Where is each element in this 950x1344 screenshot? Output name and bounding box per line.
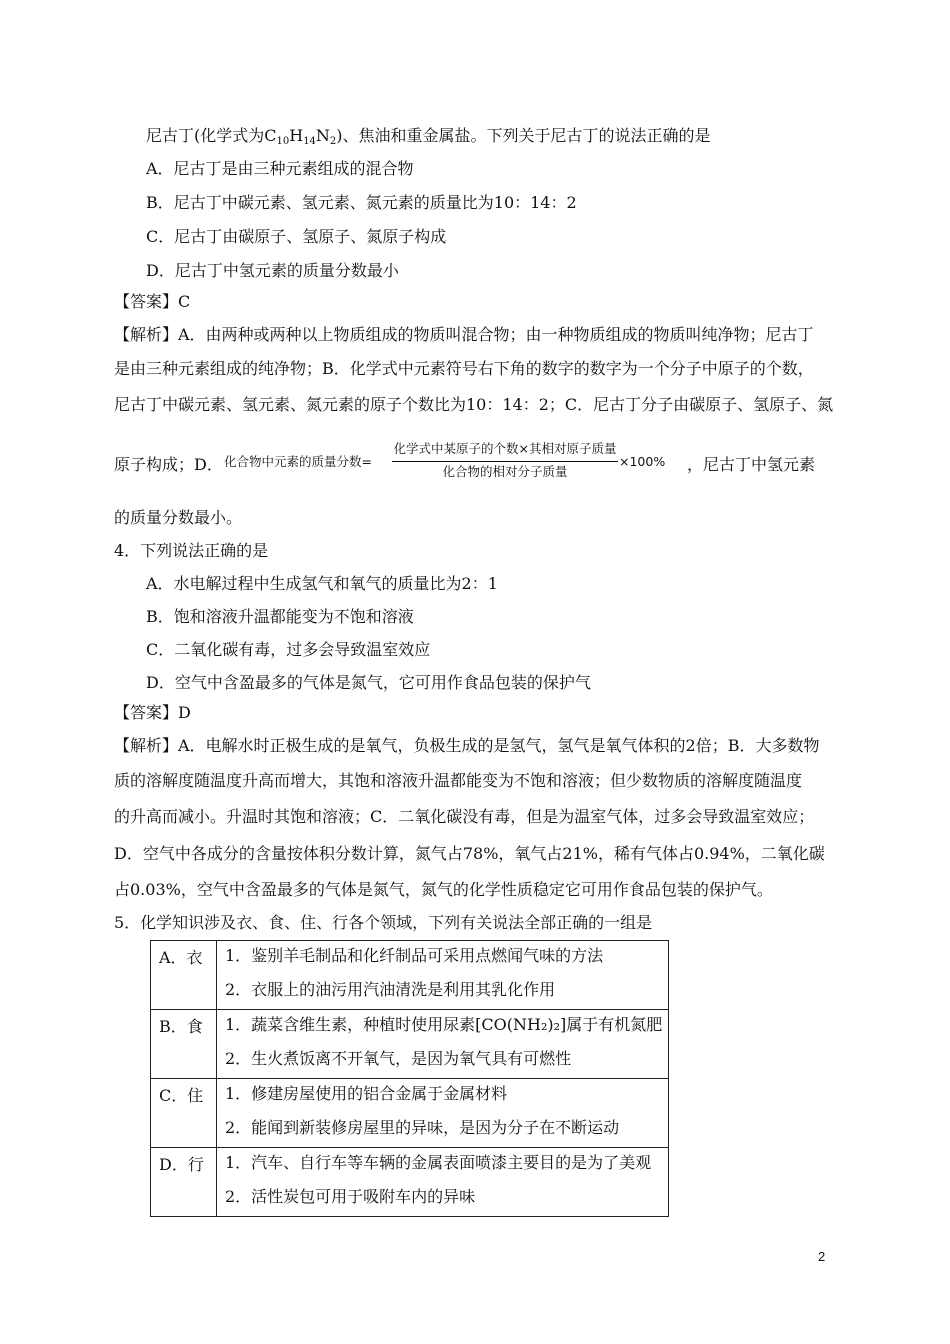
q4-stem: 4．下列说法正确的是 xyxy=(114,541,269,560)
formula-denominator: 化合物的相对分子质量 xyxy=(442,464,568,479)
q3-option-b: B．尼古丁中碳元素、氢元素、氮元素的质量比为10：14：2 xyxy=(146,193,577,212)
q4-analysis-line: D．空气中各成分的含量按体积分数计算，氮气占78%，氧气占21%，稀有气体占0.94%，二氧化碳 xyxy=(114,844,825,863)
table-row xyxy=(151,1079,669,1148)
q3-intro-mid: H xyxy=(289,126,304,145)
formula-subscript: 14 xyxy=(303,136,316,147)
row-items xyxy=(217,1079,669,1148)
table-row xyxy=(151,1148,669,1217)
q3-analysis-d-post: ，尼古丁中氢元素 xyxy=(687,455,816,474)
list-item: 2．衣服上的油污用汽油清洗是利用其乳化作用 xyxy=(225,980,556,999)
q3-option-d: D．尼古丁中氢元素的质量分数最小 xyxy=(146,261,399,280)
formula-tail: ×100% xyxy=(619,454,666,469)
q3-option-c: C．尼古丁由碳原子、氢原子、氮原子构成 xyxy=(146,227,447,246)
q4-option-c: C．二氧化碳有毒，过多会导致温室效应 xyxy=(146,640,431,659)
list-item: 2．生火煮饭离不开氧气，是因为氧气具有可燃性 xyxy=(225,1049,572,1068)
table-row xyxy=(151,1010,669,1079)
q3-analysis-last: 的质量分数最小。 xyxy=(114,508,243,527)
q4-option-d: D．空气中含盈最多的气体是氮气，它可用作食品包装的保护气 xyxy=(146,673,591,692)
fraction-bar xyxy=(392,461,618,462)
q5-options-table xyxy=(150,940,669,1217)
list-item: 1．汽车、自行车等车辆的金属表面喷漆主要目的是为了美观 xyxy=(225,1153,652,1172)
q4-option-b: B．饱和溶液升温都能变为不饱和溶液 xyxy=(146,607,414,626)
q3-analysis-line: 是由三种元素组成的纯净物；B．化学式中元素符号右下角的数字的数字为一个分子中原子的个数， xyxy=(114,359,814,378)
q3-analysis-d-pre: 原子构成；D． xyxy=(114,455,223,474)
q4-answer: 【答案】D xyxy=(114,703,191,722)
q3-intro-mid: N xyxy=(315,126,330,145)
list-item: 1．修建房屋使用的铝合金属于金属材料 xyxy=(225,1084,508,1103)
formula-subscript: 10 xyxy=(276,136,290,147)
q3-intro xyxy=(146,125,711,147)
row-label: B．食 xyxy=(151,1010,217,1079)
row-items xyxy=(217,1010,669,1079)
list-item: 1．蔬菜含维生素，种植时使用尿素[CO(NH₂)₂]属于有机氮肥 xyxy=(225,1015,663,1034)
q3-option-a: A．尼古丁是由三种元素组成的混合物 xyxy=(146,159,414,178)
table-row xyxy=(151,941,669,1010)
list-item: 1．鉴别羊毛制品和化纤制品可采用点燃闻气味的方法 xyxy=(225,946,604,965)
q4-analysis-line: 质的溶解度随温度升高而增大，其饱和溶液升温都能变为不饱和溶液；但少数物质的溶解度随温度 xyxy=(114,771,803,790)
q3-answer: 【答案】C xyxy=(114,292,191,311)
row-items xyxy=(217,941,669,1010)
q4-analysis-line: 【解析】A．电解水时正极生成的是氧气，负极生成的是氢气，氢气是氧气体积的2倍；B．大多数物 xyxy=(114,736,820,755)
formula-subscript: 2 xyxy=(329,136,337,147)
q4-analysis-line: 占0.03%，空气中含盈最多的气体是氮气，氮气的化学性质稳定它可用作食品包装的保护气。 xyxy=(114,880,773,899)
formula-numerator: 化学式中某原子的个数×其相对原子质量 xyxy=(393,441,617,456)
q3-analysis-line: 尼古丁中碳元素、氢元素、氮元素的原子个数比为10：14：2；C．尼古丁分子由碳原子、氢原子、氮 xyxy=(114,395,834,414)
q3-intro-pre: 尼古丁(化学式为C xyxy=(146,126,277,145)
q3-analysis-line: 【解析】A．由两种或两种以上物质组成的物质叫混合物；由一种物质组成的物质叫纯净物；尼古丁 xyxy=(114,325,814,344)
q4-option-a: A．水电解过程中生成氢气和氧气的质量比为2：1 xyxy=(146,574,498,593)
row-label: D．行 xyxy=(151,1148,217,1217)
list-item: 2．活性炭包可用于吸附车内的异味 xyxy=(225,1187,476,1206)
row-items xyxy=(217,1148,669,1217)
row-label: A．衣 xyxy=(151,941,217,1010)
q3-intro-post: )、焦油和重金属盐。下列关于尼古丁的说法正确的是 xyxy=(336,126,711,145)
page-number: 2 xyxy=(818,1249,826,1264)
q5-stem: 5．化学知识涉及衣、食、住、行各个领域，下列有关说法全部正确的一组是 xyxy=(114,913,653,932)
q4-analysis-line: 的升高而减小。升温时其饱和溶液；C．二氧化碳没有毒，但是为温室气体，过多会导致温室效应； xyxy=(114,807,815,826)
mass-fraction-formula xyxy=(224,440,704,484)
row-label: C．住 xyxy=(151,1079,217,1148)
list-item: 2．能闻到新装修房屋里的异味，是因为分子在不断运动 xyxy=(225,1118,620,1137)
formula-lhs: 化合物中元素的质量分数= xyxy=(224,454,372,469)
